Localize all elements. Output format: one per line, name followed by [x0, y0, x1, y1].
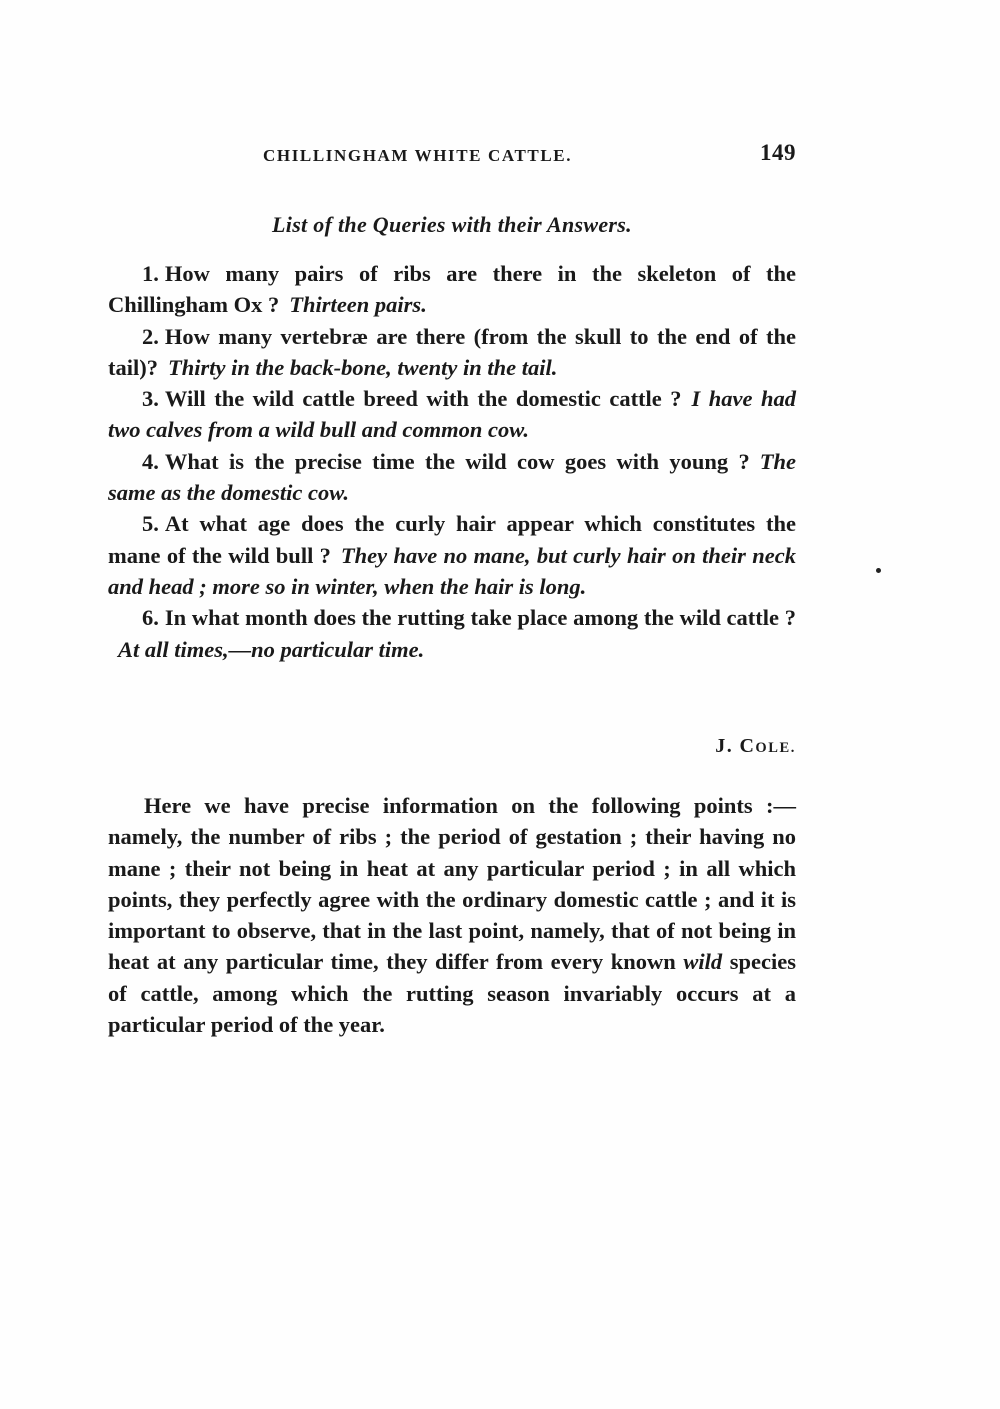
- query-question: Will the wild cattle breed with the domestic cattle ?: [164, 386, 682, 412]
- query-item: [108, 508, 796, 602]
- query-item: [108, 446, 796, 509]
- query-answer: Thirteen pairs.: [289, 292, 427, 318]
- page-number: 149: [760, 140, 796, 165]
- query-answer: They have no mane, but curly hair on their neck and head ; more so in winter, when the hair is long.: [108, 542, 796, 599]
- query-number: 2.: [142, 323, 159, 349]
- ink-speck: [876, 568, 881, 573]
- paragraph-after: species of cattle, among which the rutting season invariably occurs at a particular period of the year.: [108, 949, 797, 1038]
- query-item: [108, 258, 796, 321]
- running-title: CHILLINGHAM WHITE CATTLE.: [263, 146, 573, 165]
- query-question: At what age does the curly hair appear which constitutes the mane of the wild bull ?: [108, 511, 796, 568]
- query-item: [108, 383, 796, 446]
- paragraph-text: [108, 790, 796, 1040]
- query-item: [108, 321, 796, 384]
- query-item: [108, 602, 796, 665]
- query-question: How many vertebræ are there (from the skull to the end of the tail)?: [108, 323, 796, 380]
- query-number: 6.: [142, 605, 159, 631]
- signature-surname: OLE.: [755, 740, 796, 756]
- query-number: 4.: [142, 448, 159, 474]
- query-number: 1.: [142, 261, 159, 286]
- query-answer: I have had two calves from a wild bull and common cow.: [108, 386, 796, 443]
- query-answer: Thirty in the back-bone, twenty in the tail.: [168, 354, 558, 380]
- query-question: How many pairs of ribs are there in the skeleton of the Chillingham Ox ?: [108, 261, 796, 318]
- signature: [715, 735, 796, 758]
- paragraph-before: Here we have precise information on the following points :—namely, the number of ribs ; the period of gestation ; their having no mane ; their not being in heat at any particular period ; in all which points, they perfectly agree with the ordinary domestic cattle ; and it is important to observe, that in the last point, namely, that of not being in heat at any particular time, they differ from every known: [108, 793, 796, 975]
- query-number: 3.: [142, 386, 159, 412]
- query-answer: At all times,—no particular time.: [118, 636, 425, 662]
- running-head: [108, 140, 796, 174]
- query-question: What is the precise time the wild cow goes with young ?: [164, 448, 750, 474]
- query-number: 5.: [142, 511, 159, 537]
- queries-list: [108, 258, 796, 665]
- query-question: In what month does the rutting take place among the wild cattle ?: [164, 605, 796, 631]
- query-answer: The same as the domestic cow.: [108, 448, 796, 506]
- paragraph-emphasis: wild: [683, 949, 723, 975]
- list-heading: List of the Queries with their Answers.: [272, 212, 632, 237]
- signature-initial: J. C: [715, 735, 756, 757]
- commentary-paragraph: [108, 790, 796, 1040]
